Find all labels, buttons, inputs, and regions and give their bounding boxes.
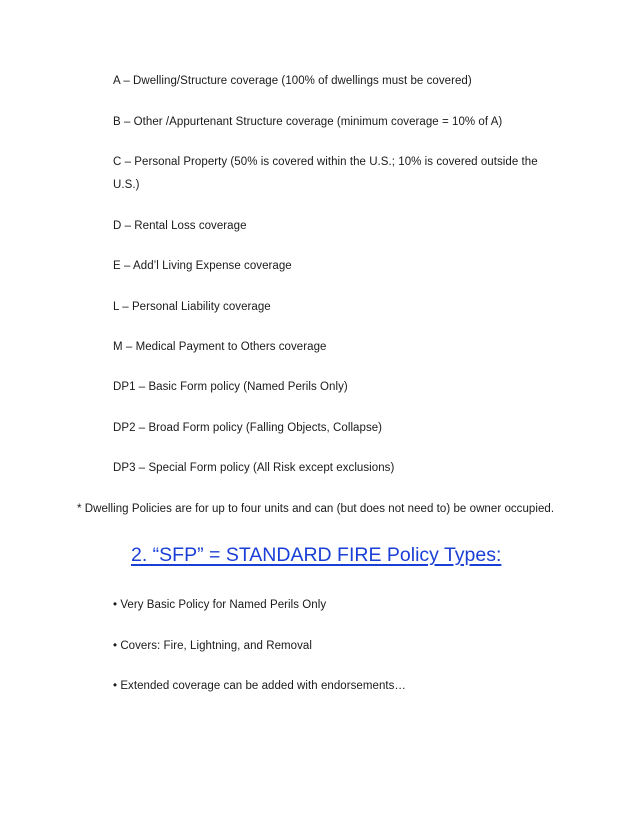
coverage-e: E – Add’l Living Expense coverage	[113, 260, 292, 272]
coverage-d: D – Rental Loss coverage	[113, 220, 247, 232]
sfp-bullet-2: • Covers: Fire, Lightning, and Removal	[113, 640, 312, 652]
coverage-b: B – Other /Appurtenant Structure coverage (minimum coverage = 10% of A)	[113, 116, 503, 128]
sfp-bullet-1: • Very Basic Policy for Named Perils Only	[113, 599, 327, 611]
policy-dp1: DP1 – Basic Form policy (Named Perils Only)	[113, 381, 348, 393]
dwelling-policy-note: * Dwelling Policies are for up to four units and can (but does not need to) be owner occupied.	[77, 503, 555, 515]
coverage-c: C – Personal Property (50% is covered within the U.S.; 10% is covered outside the	[113, 156, 538, 168]
policy-dp3: DP3 – Special Form policy (All Risk except exclusions)	[113, 462, 395, 474]
coverage-m: M – Medical Payment to Others coverage	[113, 341, 327, 353]
coverage-l: L – Personal Liability coverage	[113, 301, 271, 313]
policy-dp2: DP2 – Broad Form policy (Falling Objects, Collapse)	[113, 422, 383, 434]
coverage-a: A – Dwelling/Structure coverage (100% of dwellings must be covered)	[113, 75, 472, 87]
sfp-bullet-3: • Extended coverage can be added with endorsements…	[113, 680, 406, 692]
sfp-section-heading: 2. “SFP” = STANDARD FIRE Policy Types:	[131, 544, 502, 566]
coverage-c-continued: U.S.)	[113, 179, 140, 191]
